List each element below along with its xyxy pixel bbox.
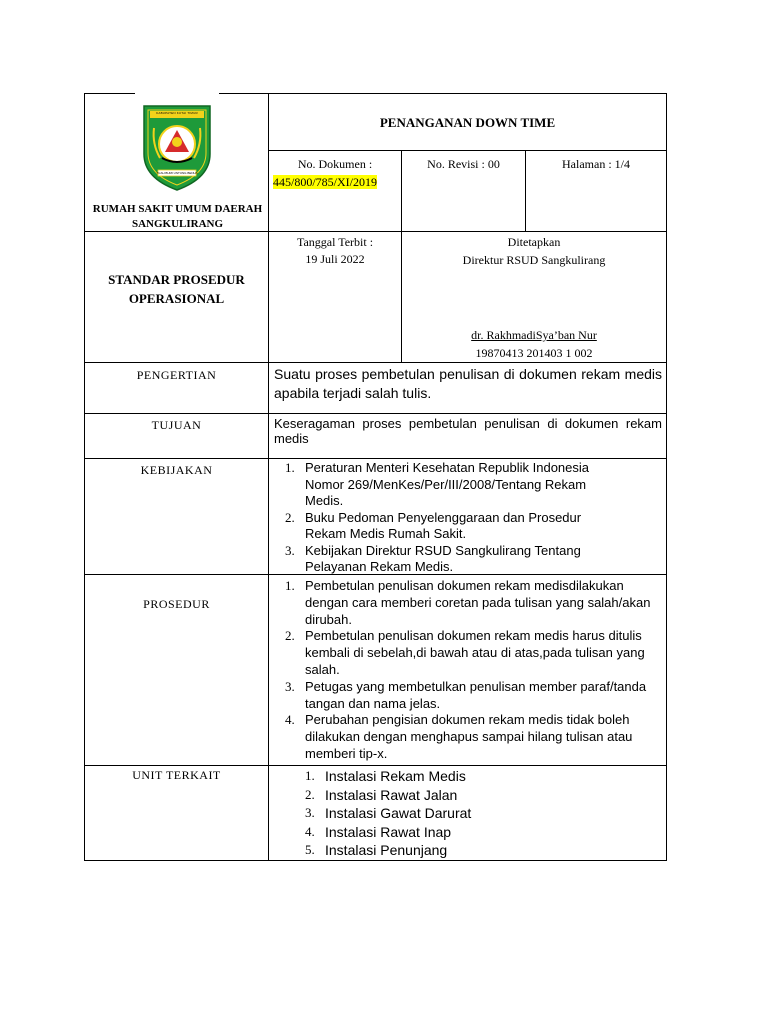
doc-number-value-text: 445/800/785/XI/2019 [273, 175, 377, 189]
pengertian-label: PENGERTIAN [136, 368, 217, 382]
signer-nip: 19870413 201403 1 002 [475, 346, 593, 360]
sop-title-line1: STANDAR PROSEDUR [108, 272, 245, 287]
tujuan-text: Keseragaman proses pembetulan penulisan di dokumen rekam medis [274, 416, 662, 446]
kebijakan-item [273, 543, 613, 576]
prosedur-item-num: 3. [285, 678, 295, 694]
hospital-name-line2: SANGKULIRANG [131, 218, 224, 230]
pengertian-text-cell [268, 362, 667, 414]
unit-item-text: Instalasi Rawat Jalan [325, 786, 458, 803]
prosedur-item-num: 4. [285, 712, 295, 728]
revision-cell [401, 150, 526, 232]
unit-label-cell [84, 765, 269, 861]
prosedur-list [273, 578, 653, 763]
doc-number-value [273, 175, 377, 190]
unit-list [293, 767, 593, 860]
prosedur-item [273, 578, 653, 628]
unit-item [293, 786, 593, 805]
prosedur-item-num: 1. [285, 578, 295, 593]
approval-cell [401, 231, 667, 363]
unit-item-num: 5. [305, 842, 315, 857]
prosedur-list-cell [268, 574, 667, 766]
approval-by: Direktur RSUD Sangkulirang [462, 253, 606, 267]
prosedur-item-text: Pembetulan penulisan dokumen rekam medisdilakukan dengan cara memberi coretan pada tulisan yang salah/akan dirubah. [305, 578, 651, 627]
unit-item-num: 4. [305, 823, 315, 839]
title-cell [268, 93, 667, 151]
page-cell [525, 150, 667, 232]
kebijakan-item-text: Peraturan Menteri Kesehatan Republik Indonesia Nomor 269/MenKes/Per/III/2008/Tentang Rekam Medis. [305, 460, 590, 508]
kebijakan-item-num: 2. [285, 509, 295, 525]
pengertian-label-cell [84, 362, 269, 414]
unit-item [293, 767, 593, 786]
kebijakan-item-text: Buku Pedoman Penyelenggaraan dan Prosedur Rekam Medis Rumah Sakit. [305, 509, 582, 541]
unit-item-text: Instalasi Rawat Inap [325, 823, 452, 840]
kebijakan-item-num: 3. [285, 542, 295, 558]
unit-label: UNIT TERKAIT [132, 768, 221, 782]
prosedur-item-num: 2. [285, 628, 295, 644]
sop-title-line2: OPERASIONAL [128, 291, 225, 306]
issue-date-cell [268, 231, 402, 363]
kebijakan-list [273, 460, 613, 576]
logo-text-top: KABUPATEN KUTAI TIMUR [156, 111, 198, 115]
unit-item-text: Instalasi Penunjang [325, 842, 448, 858]
doc-number-label: No. Dokumen : [297, 157, 373, 171]
prosedur-item-text: Pembetulan penulisan dokumen rekam medis harus ditulis kembali di sebelah,di bawah atau di atas,pada tulisan yang salah. [305, 628, 645, 677]
sop-title [85, 270, 268, 308]
signer-name [402, 328, 666, 343]
prosedur-label-cell [84, 574, 269, 766]
kebijakan-item [273, 510, 613, 543]
unit-item-text: Instalasi Rekam Medis [325, 768, 466, 784]
prosedur-item-text: Petugas yang membetulkan penulisan member paraf/tanda tangan dan nama jelas. [305, 678, 647, 711]
prosedur-item [273, 628, 653, 678]
unit-item [293, 823, 593, 842]
hospital-name-line1: RUMAH SAKIT UMUM DAERAH [92, 203, 263, 215]
issue-date-label: Tanggal Terbit : [296, 235, 374, 249]
unit-item-text: Instalasi Gawat Darurat [325, 805, 472, 821]
unit-list-cell [268, 765, 667, 861]
prosedur-label: PROSEDUR [143, 597, 210, 611]
logo-text-bottom: TUAH BUMI UNTUNG BENUA [156, 171, 198, 175]
kebijakan-label: KEBIJAKAN [140, 463, 213, 477]
approval-label: Ditetapkan [507, 235, 561, 249]
kebijakan-label-cell [84, 458, 269, 575]
kebijakan-item [273, 460, 613, 510]
tujuan-label: TUJUAN [151, 418, 202, 432]
kebijakan-item-text: Kebijakan Direktur RSUD Sangkulirang Tentang Pelayanan Rekam Medis. [305, 542, 581, 574]
tujuan-text-cell [268, 413, 667, 459]
unit-item [293, 841, 593, 860]
unit-item-num: 2. [305, 786, 315, 802]
sop-document [84, 93, 667, 861]
page-label: Halaman : 1/4 [562, 157, 630, 171]
prosedur-item-text: Perubahan pengisian dokumen rekam medis tidak boleh dilakukan dengan menghapus sampai hilang tulisan atau memberi tip-x. [305, 712, 633, 761]
unit-item [293, 804, 593, 823]
kebijakan-item-num: 1. [285, 460, 295, 475]
pengertian-text: Suatu proses pembetulan penulisan di dokumen rekam medis apabila terjadi salah tulis. [274, 366, 662, 401]
tujuan-label-cell [84, 413, 269, 459]
border-gap [135, 92, 219, 96]
unit-item-num: 1. [305, 768, 315, 783]
prosedur-item [273, 712, 653, 762]
document-title: PENANGANAN DOWN TIME [379, 115, 556, 130]
hospital-name [85, 202, 270, 232]
issue-date-value: 19 Juli 2022 [305, 252, 365, 266]
revision-label: No. Revisi : 00 [427, 157, 500, 171]
sop-title-cell [84, 231, 269, 363]
kebijakan-list-cell [268, 458, 667, 575]
signer-name-text: dr. RakhmadiSya’ban Nur [471, 328, 597, 342]
unit-item-num: 3. [305, 805, 315, 820]
prosedur-item [273, 679, 653, 713]
hospital-cell [84, 93, 269, 232]
doc-number-cell [268, 150, 402, 232]
